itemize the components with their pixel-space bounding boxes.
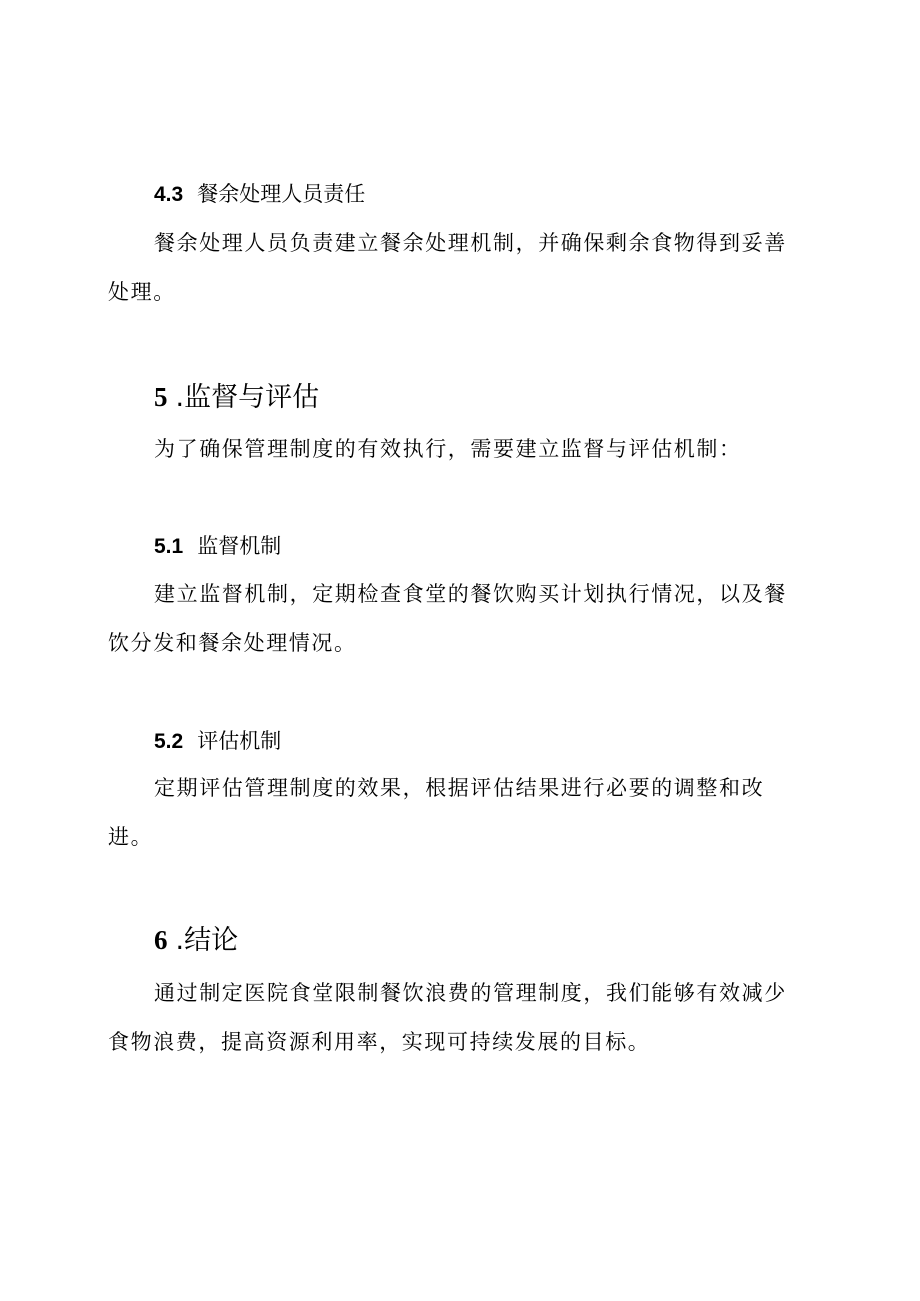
section-number: 5 [154, 382, 168, 412]
section-6-body-block [108, 969, 808, 1067]
section-4-3-heading [108, 180, 808, 209]
section-number: 4.3 [154, 183, 184, 206]
section-6-body: 通过制定医院食堂限制餐饮浪费的管理制度，我们能够有效减少食物浪费，提高资源利用率，实现可持续发展的目标。 [108, 981, 787, 1054]
section-5-1-body: 建立监督机制，定期检查食堂的餐饮购买计划执行情况，以及餐饮分发和餐余处理情况。 [108, 582, 787, 655]
section-4-3 [108, 180, 808, 209]
section-5-2-heading [108, 727, 808, 756]
section-5-body: 为了确保管理制度的有效执行，需要建立监督与评估机制： [154, 437, 742, 461]
section-5-1-heading [108, 532, 808, 561]
section-title: 监督机制 [197, 534, 282, 558]
section-5-1-body-block [108, 570, 808, 668]
section-5-2-body: 定期评估管理制度的效果，根据评估结果进行必要的调整和改进。 [108, 776, 765, 849]
section-5-body-block [108, 425, 808, 474]
section-title: .结论 [175, 925, 239, 956]
section-title: 评估机制 [197, 729, 282, 753]
section-6 [108, 923, 808, 958]
section-number: 5.2 [154, 730, 184, 753]
section-title: 餐余处理人员责任 [197, 182, 366, 206]
section-number: 6 [154, 925, 168, 955]
section-5-heading [108, 380, 808, 415]
section-6-heading [108, 923, 808, 958]
section-5 [108, 380, 808, 415]
section-title: .监督与评估 [175, 382, 320, 413]
section-4-3-body-block [108, 219, 808, 317]
section-number: 5.1 [154, 535, 184, 558]
section-5-1 [108, 532, 808, 561]
section-5-2-body-block [108, 764, 808, 862]
section-4-3-body: 餐余处理人员负责建立餐余处理机制，并确保剩余食物得到妥善处理。 [108, 231, 787, 304]
section-5-2 [108, 727, 808, 756]
